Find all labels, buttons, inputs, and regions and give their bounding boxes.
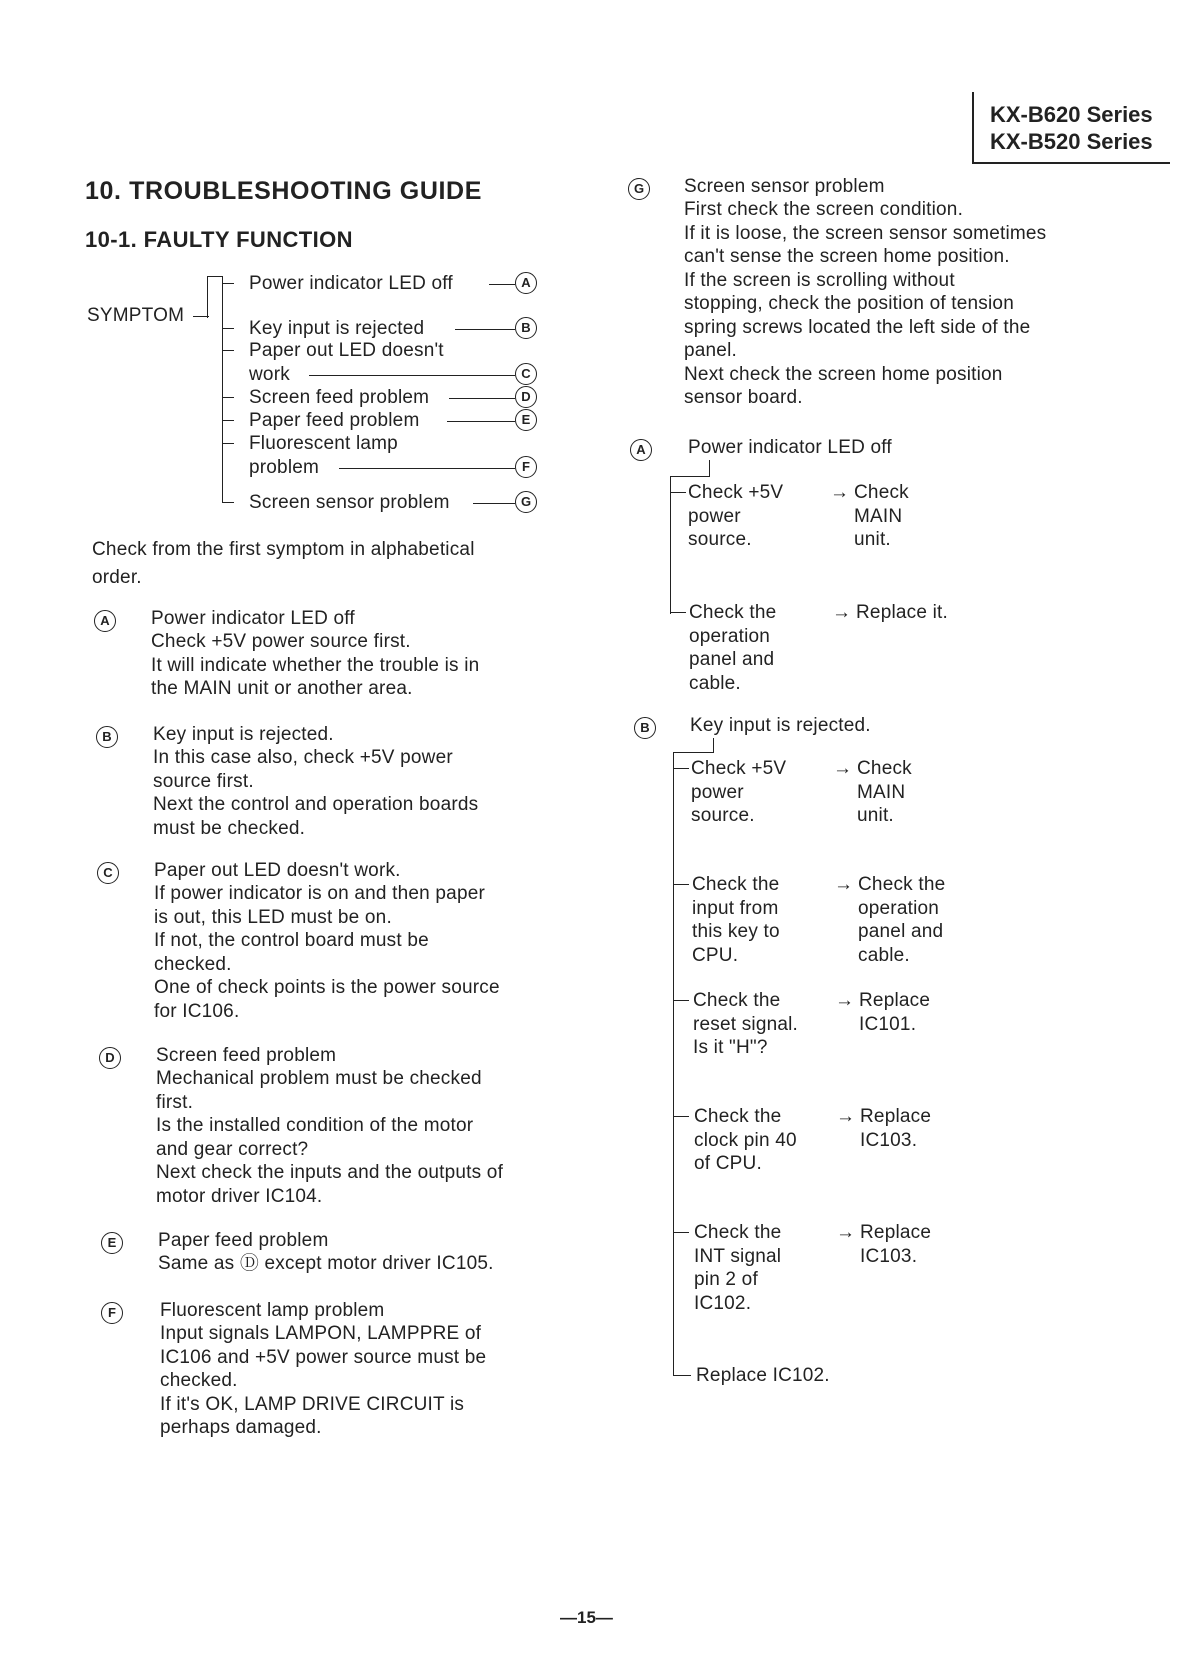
entry-title: Key input is rejected. bbox=[153, 724, 334, 745]
symptom-item: Paper out LED doesn't work bbox=[249, 340, 444, 385]
flow-action: Replace IC101. bbox=[859, 990, 931, 1035]
flow-check: Check +5V power source. bbox=[688, 482, 784, 550]
leader-line bbox=[473, 503, 515, 504]
marker-g-icon: G bbox=[515, 491, 537, 513]
series-line-2: KX-B520 Series bbox=[990, 129, 1153, 154]
flow-check: Check the input from this key to CPU. bbox=[692, 874, 780, 966]
entry-title: Paper feed problem bbox=[158, 1230, 329, 1251]
marker-f-icon: F bbox=[515, 456, 537, 478]
symptom-item: Screen feed problem bbox=[249, 387, 430, 408]
entry-body: Same as Ⓓ except motor driver IC105. bbox=[158, 1253, 494, 1274]
marker-a-icon: A bbox=[515, 272, 537, 294]
symptom-item: Key input is rejected bbox=[249, 318, 425, 339]
section-title: 10. TROUBLESHOOTING GUIDE bbox=[85, 177, 482, 205]
entry-title: Fluorescent lamp problem bbox=[160, 1300, 385, 1321]
flow-connector bbox=[670, 476, 710, 477]
marker-b-icon: B bbox=[634, 717, 656, 739]
marker-e-icon: E bbox=[101, 1232, 123, 1254]
leader-line bbox=[447, 421, 515, 422]
marker-a-icon: A bbox=[630, 439, 652, 461]
flow-connector bbox=[713, 738, 714, 752]
flow-branch bbox=[673, 884, 689, 885]
section-subtitle: 10-1. FAULTY FUNCTION bbox=[85, 227, 353, 252]
flow-action: Replace IC103. bbox=[860, 1106, 932, 1151]
flow-check: Check the operation panel and cable. bbox=[689, 602, 777, 694]
flow-action: Replace IC103. bbox=[860, 1222, 932, 1267]
marker-f-icon: F bbox=[101, 1302, 123, 1324]
series-line-1: KX-B620 Series bbox=[990, 102, 1153, 127]
arrow-right-icon: → bbox=[836, 1106, 855, 1127]
flow-branch bbox=[673, 768, 689, 769]
leader-line bbox=[489, 284, 515, 285]
flow-check: Check the clock pin 40 of CPU. bbox=[694, 1106, 797, 1174]
tree-root-bracket bbox=[207, 276, 208, 318]
flow-action: Check MAIN unit. bbox=[857, 758, 912, 826]
tree-branch bbox=[222, 443, 234, 444]
leader-line bbox=[309, 375, 515, 376]
page-number: —15— bbox=[560, 1608, 613, 1627]
marker-d-icon: D bbox=[515, 386, 537, 408]
leader-line bbox=[339, 468, 515, 469]
symptom-item: Screen sensor problem bbox=[249, 492, 450, 513]
flow-title: Key input is rejected. bbox=[690, 715, 871, 736]
marker-c-icon: C bbox=[97, 862, 119, 884]
flow-check: Check the INT signal pin 2 of IC102. bbox=[694, 1222, 782, 1314]
entry-title: Screen sensor problem bbox=[684, 176, 885, 197]
entry-body: Mechanical problem must be checked first. Is the installed condition of the motor and gear correct? Next check the inputs and the outputs of motor driver IC104. bbox=[156, 1068, 504, 1207]
marker-e-icon: E bbox=[515, 409, 537, 431]
tree-branch bbox=[222, 502, 234, 503]
flow-connector bbox=[673, 752, 714, 753]
marker-c-icon: C bbox=[515, 363, 537, 385]
leader-line bbox=[449, 398, 515, 399]
tree-branch bbox=[222, 350, 234, 351]
marker-g-icon: G bbox=[628, 178, 650, 200]
arrow-right-icon: → bbox=[835, 990, 854, 1011]
flow-final: Replace IC102. bbox=[696, 1365, 830, 1386]
entry-title: Paper out LED doesn't work. bbox=[154, 860, 401, 881]
arrow-right-icon: → bbox=[833, 758, 852, 779]
flow-action: Check MAIN unit. bbox=[854, 482, 909, 550]
tree-trunk bbox=[222, 276, 223, 502]
flow-trunk bbox=[673, 752, 674, 1376]
flow-branch bbox=[670, 492, 686, 493]
marker-b-icon: B bbox=[515, 317, 537, 339]
arrow-right-icon: → bbox=[836, 1222, 855, 1243]
intro-text: Check from the first symptom in alphabetical order. bbox=[92, 539, 475, 588]
symptom-root-label: SYMPTOM bbox=[87, 305, 185, 326]
flow-action: Check the operation panel and cable. bbox=[858, 874, 946, 966]
marker-d-icon: D bbox=[99, 1047, 121, 1069]
symptom-item: Paper feed problem bbox=[249, 410, 420, 431]
arrow-right-icon: → bbox=[832, 602, 851, 623]
flow-title: Power indicator LED off bbox=[688, 437, 892, 458]
flow-action: Replace it. bbox=[856, 602, 948, 623]
tree-branch bbox=[222, 420, 234, 421]
flow-connector bbox=[709, 460, 710, 476]
marker-a-icon: A bbox=[94, 610, 116, 632]
symptom-tree bbox=[85, 268, 555, 518]
flow-trunk bbox=[670, 476, 671, 614]
entry-title: Power indicator LED off bbox=[151, 608, 355, 629]
flow-branch bbox=[673, 1375, 691, 1376]
tree-bracket-top bbox=[207, 276, 222, 277]
series-box bbox=[972, 92, 1170, 164]
entry-body: Input signals LAMPON, LAMPPRE of IC106 and +5V power source must be checked. If it's OK, LAMP DRIVE CIRCUIT is perhaps damaged. bbox=[160, 1323, 487, 1438]
entry-body: Check +5V power source first. It will indicate whether the trouble is in the MAIN unit or another area. bbox=[151, 631, 480, 699]
entry-title: Screen feed problem bbox=[156, 1045, 337, 1066]
tree-branch bbox=[222, 397, 234, 398]
flow-branch bbox=[670, 612, 686, 613]
flow-check: Check the reset signal. Is it "H"? bbox=[693, 990, 799, 1058]
tree-branch bbox=[222, 283, 234, 284]
flow-branch bbox=[673, 1232, 689, 1233]
symptom-item: Fluorescent lamp problem bbox=[249, 433, 398, 478]
leader-line bbox=[455, 329, 515, 330]
entry-body: In this case also, check +5V power source first. Next the control and operation boards must be checked. bbox=[153, 747, 479, 839]
entry-body: If power indicator is on and then paper is out, this LED must be on. If not, the control board must be checked. One of check points is the power source for IC106. bbox=[154, 883, 500, 1022]
arrow-right-icon: → bbox=[834, 874, 853, 895]
tree-branch bbox=[222, 328, 234, 329]
flow-check: Check +5V power source. bbox=[691, 758, 787, 826]
flow-branch bbox=[673, 1000, 689, 1001]
arrow-right-icon: → bbox=[830, 482, 849, 503]
marker-b-icon: B bbox=[96, 726, 118, 748]
flow-branch bbox=[673, 1116, 689, 1117]
entry-body: First check the screen condition. If it is loose, the screen sensor sometimes can't sense the screen home position. If the screen is scrolling without stopping, check the position of tension spring screws located the left side of the panel. Next check the screen home position sensor board. bbox=[684, 199, 1047, 408]
symptom-item: Power indicator LED off bbox=[249, 273, 453, 294]
